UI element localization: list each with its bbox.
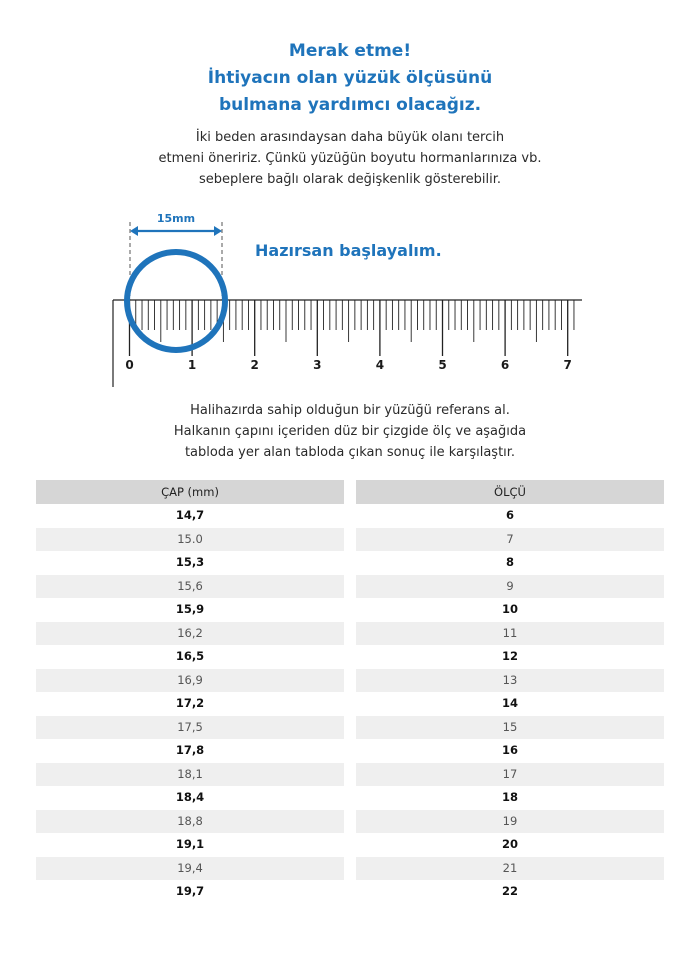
size-cell: 7 bbox=[356, 528, 664, 552]
diameter-cell: 15,3 bbox=[36, 551, 344, 575]
arrow-left-icon bbox=[130, 226, 138, 236]
ruler-number: 7 bbox=[563, 358, 572, 372]
size-cell: 20 bbox=[356, 833, 664, 857]
size-cell: 16 bbox=[356, 739, 664, 763]
headline bbox=[0, 38, 700, 119]
size-cell: 19 bbox=[356, 810, 664, 834]
diameter-cell: 16,2 bbox=[36, 622, 344, 646]
size-cell: 14 bbox=[356, 692, 664, 716]
ruler-number: 4 bbox=[375, 358, 385, 372]
diameter-cell: 17,5 bbox=[36, 716, 344, 740]
size-cell: 17 bbox=[356, 763, 664, 787]
diameter-cell: 15.0 bbox=[36, 528, 344, 552]
diameter-rows bbox=[36, 504, 344, 904]
size-cell: 13 bbox=[356, 669, 664, 693]
intro-text bbox=[0, 127, 700, 190]
diameter-cell: 15,6 bbox=[36, 575, 344, 599]
ruler-number: 5 bbox=[438, 358, 447, 372]
diameter-cell: 16,5 bbox=[36, 645, 344, 669]
diameter-cell: 18,4 bbox=[36, 786, 344, 810]
ruler-numbers bbox=[125, 358, 572, 372]
ruler-number: 2 bbox=[250, 358, 259, 372]
ruler-number: 3 bbox=[313, 358, 322, 372]
diameter-cell: 17,2 bbox=[36, 692, 344, 716]
diameter-cell: 18,8 bbox=[36, 810, 344, 834]
size-cell: 18 bbox=[356, 786, 664, 810]
size-rows bbox=[356, 504, 664, 904]
headline-line-1: Merak etme! bbox=[288, 41, 412, 61]
size-table bbox=[356, 480, 664, 904]
diameter-table bbox=[36, 480, 344, 904]
size-cell: 21 bbox=[356, 857, 664, 881]
intro-line-3: sebeplere bağlı olarak değişkenlik gösterebilir. bbox=[199, 172, 501, 187]
headline-line-2: İhtiyacın olan yüzük ölçüsünü bbox=[207, 68, 493, 88]
diameter-cell: 15,9 bbox=[36, 598, 344, 622]
instructions-line-3: tabloda yer alan tabloda çıkan sonuç ile karşılaştır. bbox=[184, 445, 516, 460]
ruler-number: 1 bbox=[187, 358, 197, 372]
diameter-label: 15mm bbox=[156, 212, 196, 225]
diameter-cell: 14,7 bbox=[36, 504, 344, 528]
size-cell: 9 bbox=[356, 575, 664, 599]
diameter-cell: 18,1 bbox=[36, 763, 344, 787]
ruler-illustration bbox=[0, 200, 700, 390]
size-cell: 10 bbox=[356, 598, 664, 622]
arrow-right-icon bbox=[214, 226, 222, 236]
size-cell: 8 bbox=[356, 551, 664, 575]
diameter-header: ÇAP (mm) bbox=[36, 480, 344, 504]
instructions-line-1: Halihazırda sahip olduğun bir yüzüğü referans al. bbox=[190, 403, 510, 418]
headline-line-3: bulmana yardımcı olacağız. bbox=[218, 95, 482, 115]
diameter-cell: 19,4 bbox=[36, 857, 344, 881]
size-header: ÖLÇÜ bbox=[356, 480, 664, 504]
ruler-number: 6 bbox=[500, 358, 510, 372]
instructions-text bbox=[0, 400, 700, 463]
ruler-graphic bbox=[0, 200, 700, 390]
diameter-cell: 19,7 bbox=[36, 880, 344, 904]
intro-line-1: İki beden arasındaysan daha büyük olanı tercih bbox=[195, 130, 505, 145]
ruler-number: 0 bbox=[125, 358, 134, 372]
diameter-cell: 16,9 bbox=[36, 669, 344, 693]
size-cell: 22 bbox=[356, 880, 664, 904]
size-cell: 11 bbox=[356, 622, 664, 646]
intro-line-2: etmeni öneririz. Çünkü yüzüğün boyutu hormanlarınıza vb. bbox=[158, 151, 542, 166]
size-cell: 12 bbox=[356, 645, 664, 669]
size-cell: 6 bbox=[356, 504, 664, 528]
diameter-cell: 17,8 bbox=[36, 739, 344, 763]
instructions-line-2: Halkanın çapını içeriden düz bir çizgide ölç ve aşağıda bbox=[173, 424, 527, 439]
cta-text: Hazırsan başlayalım. bbox=[255, 241, 442, 260]
size-cell: 15 bbox=[356, 716, 664, 740]
diameter-cell: 19,1 bbox=[36, 833, 344, 857]
